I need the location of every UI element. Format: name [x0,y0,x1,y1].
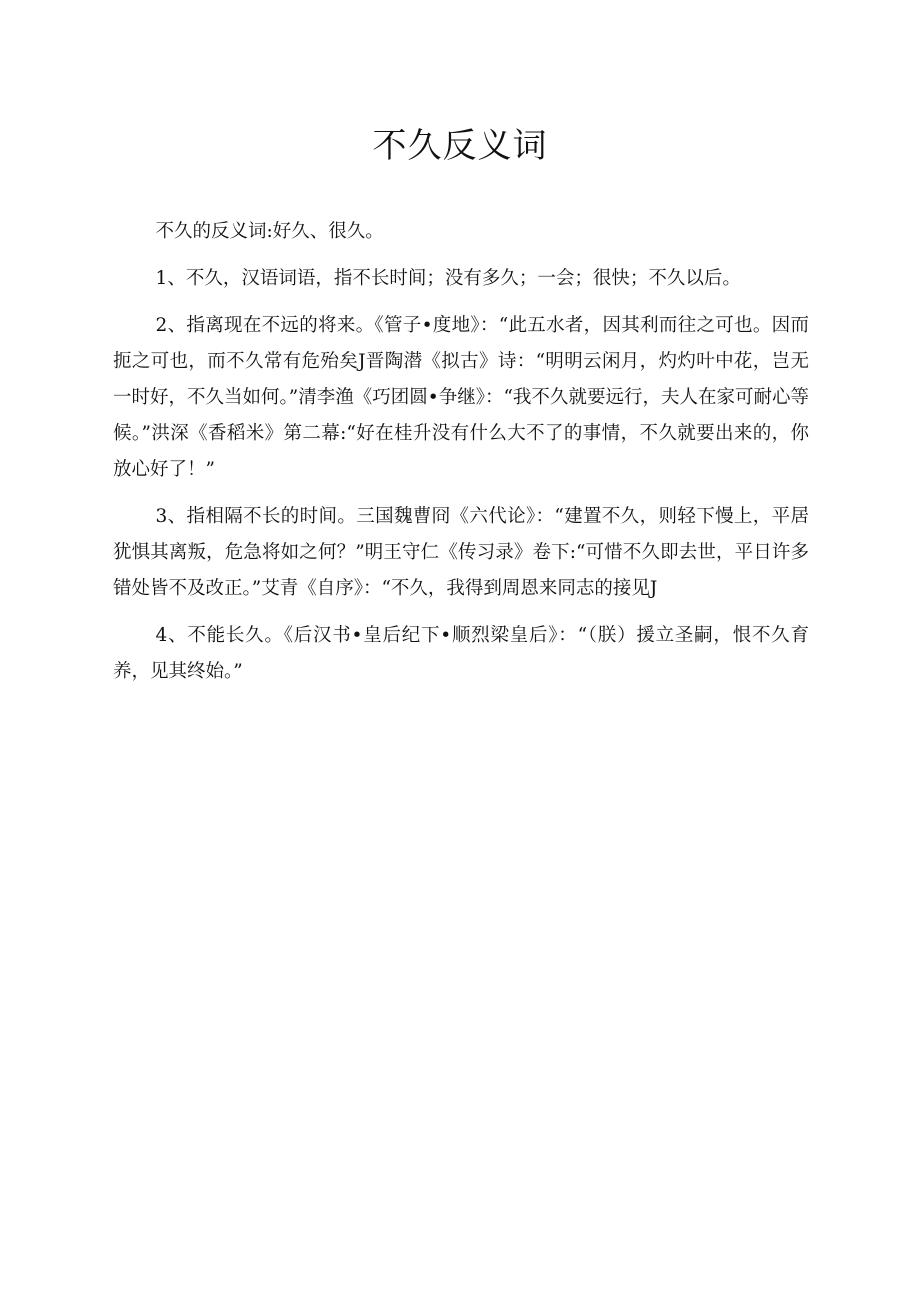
paragraph-definition-4: 4、不能长久。《后汉书•皇后纪下•顺烈梁皇后》：“（朕）援立圣嗣，恨不久育养，见其终始。” [113,625,809,682]
paragraph-definition-2: 2、指离现在不远的将来。《管子•度地》：“此五水者，因其利而往之可也。因而扼之可也，而不久常有危殆矣J晋陶潜《拟古》诗：“明明云闲月，灼灼叶中花，岂无一时好，不久当如何。”清李渔《巧团圆•争继》：“我不久就要远行，夫人在家可耐心等候。”洪深《香稻米》第二幕:“好在桂升没有什么大不了的事情，不久就要出来的，你放心好了！” [113,315,809,480]
paragraph-definition-1: 1、不久，汉语词语，指不长时间；没有多久；一会；很快；不久以后。 [155,268,741,289]
paragraph-definition-3: 3、指相隔不长的时间。三国魏曹冏《六代论》：“建置不久，则轻下慢上，平居犹惧其离叛，危急将如之何？”明王守仁《传习录》卷下:“可惜不久即去世，平日许多错处皆不及改正。”艾青《自序》：“不久，我得到周恩来同志的接见J [113,506,809,599]
paragraph-summary: 不久的反义词:好久、很久。 [155,221,384,242]
document-title: 不久反义词 [372,126,548,166]
document-body [113,214,809,701]
